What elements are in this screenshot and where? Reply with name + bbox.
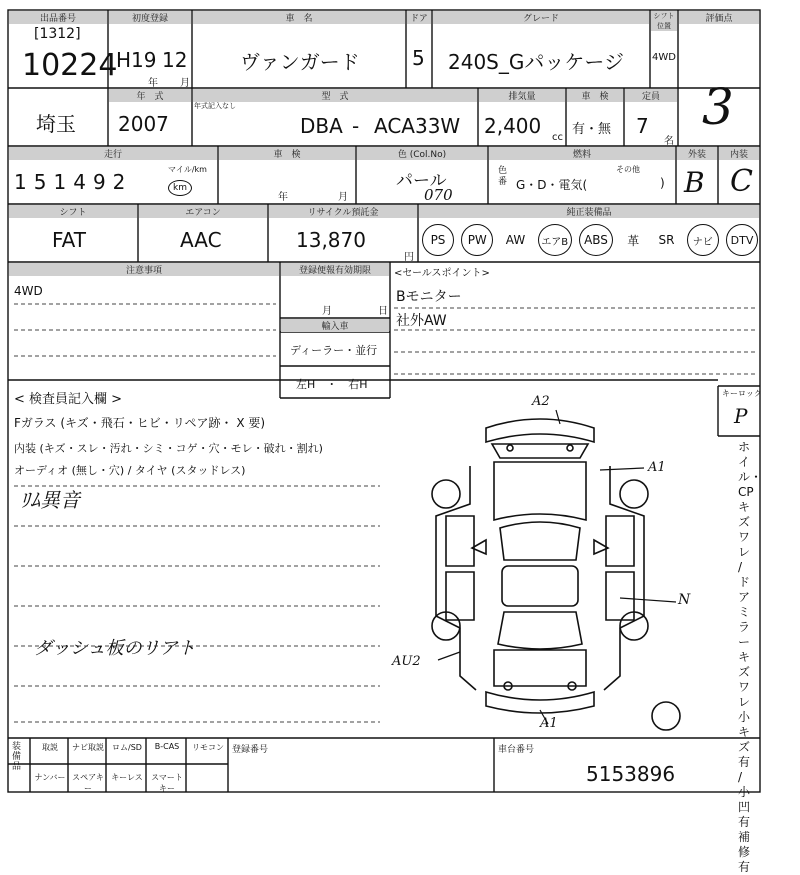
equipment-leather: 革: [627, 233, 640, 248]
mileage-digit: 9: [92, 170, 113, 194]
lot-number-main: 10224: [22, 48, 118, 83]
capacity-unit: 名: [664, 136, 674, 147]
mark-right-door: N: [678, 592, 691, 608]
displacement-value: 2,400: [484, 114, 542, 138]
bottom-item: リモコン: [192, 743, 224, 752]
fuel-close: ): [660, 176, 665, 190]
bottom-item: B-CAS: [154, 742, 180, 751]
lot-number-small: [1312]: [34, 26, 81, 42]
drive-type: 4WD: [652, 52, 676, 63]
label-tsuki: 月: [180, 78, 190, 89]
shift-value: FAT: [52, 228, 87, 252]
header-lot: 出品番号: [9, 11, 107, 24]
equipment-airbag: エアB: [538, 224, 572, 256]
inspector-line-interior: 内装 (キズ・スレ・汚れ・シミ・コゲ・穴・モレ・破れ・割れ): [14, 442, 323, 455]
side-legend: ホイル・CPキズ ワレ / ドアミラー キズ ワレ 小キズ有 / 小凹有 補修有: [738, 440, 763, 874]
bottom-item: ナンバー: [34, 773, 66, 782]
color-value: パール: [396, 171, 447, 191]
label-en: 円: [404, 252, 414, 263]
recycle-value: 13,870: [296, 228, 366, 252]
handle-choice: 左H ・ 右H: [296, 378, 368, 391]
bottom-item: スペアキー: [72, 773, 104, 793]
inspector-line-glass: Fガラス (キズ・飛石・ヒビ・リペア跡・ X 要): [14, 416, 266, 430]
mile-label: マイル/km: [168, 165, 207, 174]
model-dash: -: [352, 114, 360, 138]
aircon-value: AAC: [180, 228, 222, 252]
km-circle: km: [168, 180, 192, 196]
header-displacement: 排気量: [479, 89, 565, 102]
fuel-choice: G・D・電気(: [516, 178, 588, 192]
color-code: 070: [424, 186, 453, 204]
prefecture: 埼玉: [36, 112, 76, 136]
bottom-item: 取説: [42, 743, 58, 752]
mileage-digits: [14, 170, 132, 194]
bottom-item: ナビ取説: [72, 743, 104, 752]
capacity-value: 7: [636, 114, 649, 138]
mileage-digit: 4: [73, 170, 93, 194]
first-reg-month: 12: [162, 48, 188, 72]
header-interior: 内装: [719, 147, 759, 160]
header-fuel: 燃料: [489, 147, 675, 160]
deadline-day: 日: [378, 306, 388, 317]
header-extra: 車 検: [567, 89, 623, 102]
mileage-digit: 1: [14, 170, 34, 194]
header-capacity: 定員: [625, 89, 677, 102]
handwritten-note-2: ダッシュ板のリアト: [34, 638, 196, 659]
header-inspection: 車 検: [219, 147, 355, 160]
model-prefix: DBA: [300, 114, 343, 138]
equipment-ps: PS: [422, 224, 454, 256]
bottom-item: キーレス: [111, 773, 143, 782]
mark-front: A2: [532, 394, 550, 409]
sales-point-1: Bモニター: [396, 289, 462, 305]
equipment-list: [422, 224, 758, 256]
header-model: 型 式: [193, 89, 477, 102]
header-doors: ドア: [407, 11, 431, 24]
year-note: 年式記入なし: [194, 102, 236, 110]
mark-left-rear: AU2: [392, 654, 421, 669]
mark-rear: A1: [540, 716, 558, 731]
key-check-label: キーロック: [722, 389, 762, 398]
header-equipment: 純正装備品: [419, 205, 759, 218]
label-cc: cc: [552, 132, 563, 143]
chassis-number: 5153896: [586, 762, 676, 786]
first-reg-era: H19: [116, 48, 157, 72]
key-check-mark: P: [734, 404, 748, 428]
sales-point-header: <セールスポイント>: [394, 268, 490, 279]
equipment-dtv: DTV: [726, 224, 758, 256]
header-color: 色 (Col.No): [357, 147, 487, 160]
header-recycle: リサイクル預託金: [269, 205, 417, 218]
side-label: 装備品: [12, 742, 22, 772]
grade-value: 240S_Gパッケージ: [448, 50, 624, 74]
reg-number-label: 登録番号: [232, 745, 269, 755]
equipment-navi: ナビ: [687, 224, 719, 256]
handwritten-note-1: ﾘﾑ異音: [20, 488, 80, 512]
sales-point-2: 社外AW: [396, 313, 447, 329]
mileage-digit: 1: [53, 170, 74, 194]
header-import: 輸入車: [281, 319, 389, 332]
model-year: 2007: [118, 112, 169, 136]
car-name: ヴァンガード: [240, 50, 360, 74]
model-code: ACA33W: [374, 114, 461, 138]
inspector-line-audio: オーディオ (無し・穴) / タイヤ (スタッドレス): [14, 464, 246, 477]
equipment-abs: ABS: [579, 224, 613, 256]
header-shift-pos: シフト位置: [651, 11, 677, 31]
equipment-aw: AW: [505, 233, 526, 247]
inspector-header: < 検査員記入欄 >: [14, 392, 123, 407]
header-grade: グレード: [433, 11, 649, 24]
fuel-other: その他: [616, 165, 640, 174]
header-score: 評価点: [679, 11, 759, 24]
header-mileage: 走行: [9, 147, 217, 160]
door-count: 5: [412, 46, 425, 70]
header-caution: 注意事項: [9, 263, 279, 276]
deadline-month: 月: [322, 306, 332, 317]
mark-right-front: A1: [648, 460, 666, 475]
header-exterior: 外装: [677, 147, 717, 160]
score-value: 3: [702, 78, 734, 136]
inspect-nen: 年: [278, 192, 288, 203]
header-shift: シフト: [9, 205, 137, 218]
equipment-pw: PW: [461, 224, 493, 256]
inspect-tsuki: 月: [338, 192, 348, 203]
bottom-item: ロム/SD: [112, 743, 142, 752]
bottom-item: スマートキー: [151, 773, 183, 793]
header-first-reg: 初度登録: [109, 11, 191, 24]
caution-text: 4WD: [14, 284, 43, 298]
chassis-number-label: 車台番号: [498, 745, 535, 755]
color-number-label: 色番: [498, 166, 508, 187]
mileage-digit: 2: [112, 170, 133, 194]
header-reg-deadline: 登録便報有効期限: [281, 263, 389, 276]
ac-choice: 有・無: [572, 122, 612, 137]
interior-grade: C: [730, 164, 753, 199]
label-nen: 年: [148, 78, 158, 89]
header-aircon: エアコン: [139, 205, 267, 218]
header-year: 年 式: [109, 89, 191, 102]
dealer-choice: ディーラー・並行: [290, 344, 378, 357]
exterior-grade: B: [684, 166, 705, 199]
header-car-name: 車 名: [193, 11, 405, 24]
mileage-digit: 5: [33, 170, 54, 194]
equipment-sr: SR: [658, 233, 675, 247]
